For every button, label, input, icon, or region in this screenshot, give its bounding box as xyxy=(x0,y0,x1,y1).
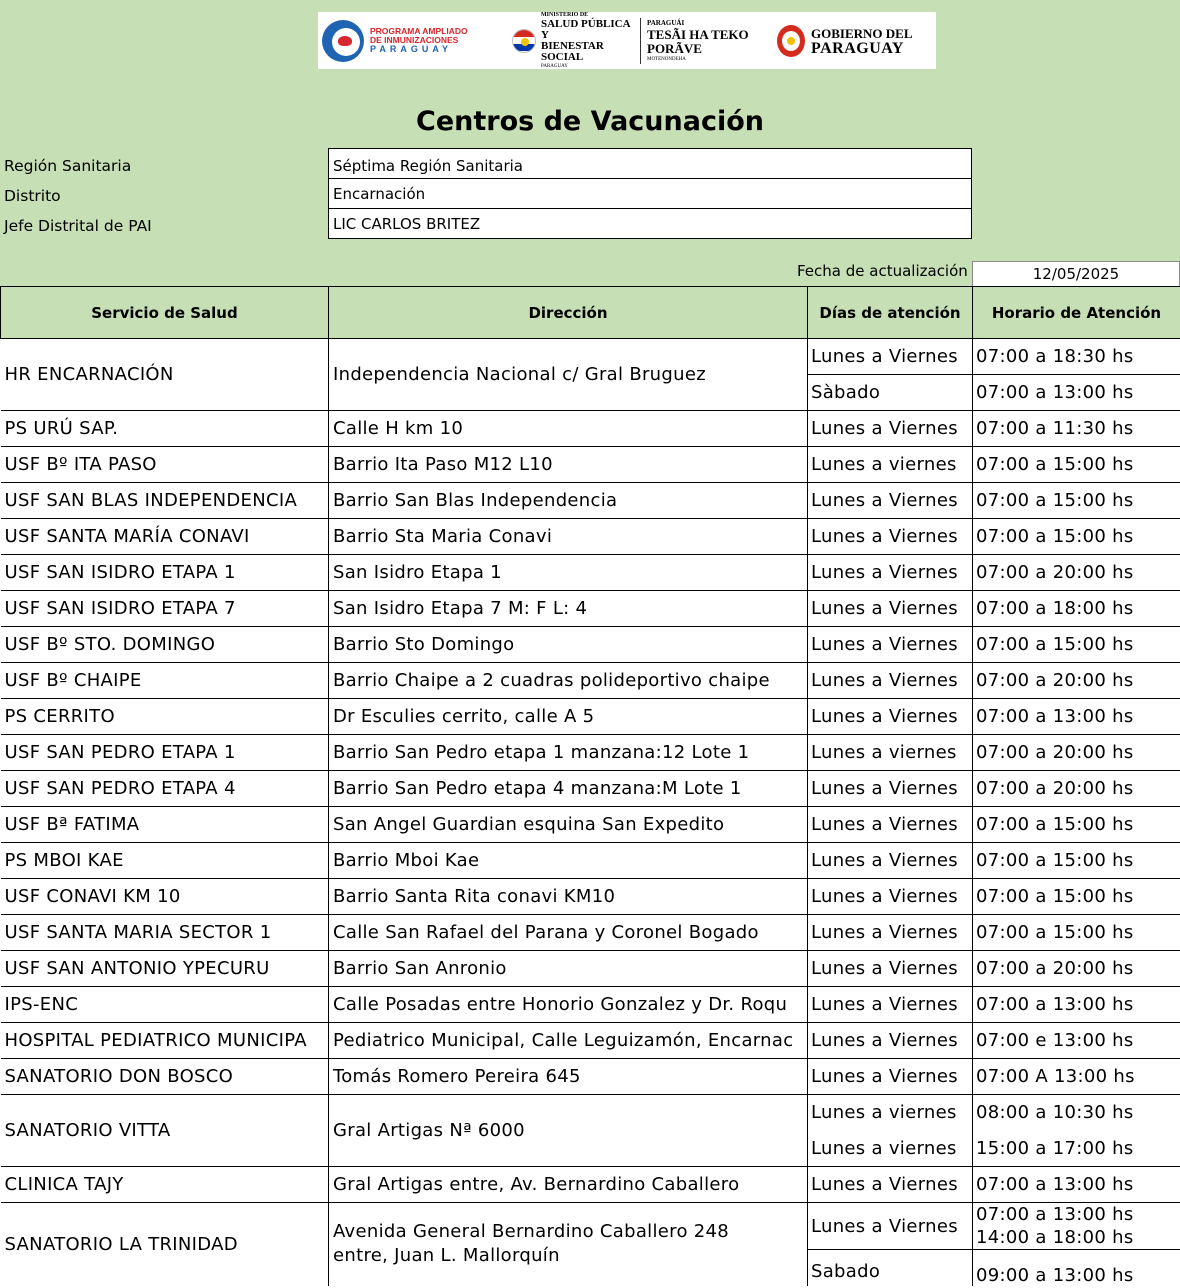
horario-cell: 07:00 a 15:00 hs xyxy=(973,447,1180,483)
dias-cell: Lunes a Viernes xyxy=(808,1167,973,1203)
direccion-cell: Independencia Nacional c/ Gral Bruguez xyxy=(329,339,808,411)
servicio-cell: CLINICA TAJY xyxy=(1,1167,329,1203)
direccion-cell: San Angel Guardian esquina San Expedito xyxy=(329,807,808,843)
table-row xyxy=(1,771,1180,807)
servicio-cell: USF Bª FATIMA xyxy=(1,807,329,843)
table-row xyxy=(1,843,1180,879)
dias-cell: Lunes a Viernes xyxy=(808,663,973,699)
dias-cell: Lunes a viernes xyxy=(808,1095,973,1131)
table-row xyxy=(1,915,1180,951)
distrito-label: Distrito xyxy=(4,187,61,205)
tesai-logo xyxy=(647,12,767,69)
paraguay-flag-icon xyxy=(512,29,536,53)
region-label: Región Sanitaria xyxy=(4,157,132,175)
direccion-cell: Barrio San Blas Independencia xyxy=(329,483,808,519)
dias-cell: Lunes a Viernes xyxy=(808,699,973,735)
dias-cell: Lunes a Viernes xyxy=(808,1203,973,1250)
horario-cell: 09:00 a 13:00 hs xyxy=(973,1250,1180,1286)
horario-cell: 15:00 a 17:00 hs xyxy=(973,1131,1180,1167)
horario-cell: 07:00 a 15:00 hs xyxy=(973,519,1180,555)
vaccination-centers-table xyxy=(0,286,1180,1286)
table-row xyxy=(1,555,1180,591)
header-dias: Días de atención xyxy=(808,287,973,339)
direccion-line2: entre, Juan L. Mallorquín xyxy=(333,1245,560,1267)
table-row xyxy=(1,879,1180,915)
horario-cell: 07:00 a 20:00 hs xyxy=(973,771,1180,807)
gobierno-logo xyxy=(767,12,913,69)
header-servicio: Servicio de Salud xyxy=(1,287,329,339)
table-row xyxy=(1,663,1180,699)
direccion-cell: Gral Artigas entre, Av. Bernardino Caballero xyxy=(329,1167,808,1203)
dias-cell: Lunes a Viernes xyxy=(808,843,973,879)
direccion-cell: Calle H km 10 xyxy=(329,411,808,447)
horario-cell: 07:00 a 20:00 hs xyxy=(973,735,1180,771)
dias-cell: Lunes a Viernes xyxy=(808,807,973,843)
gobierno-seal-icon xyxy=(777,25,805,57)
direccion-cell: Calle Posadas entre Honorio Gonzalez y Dr. Roqu xyxy=(329,987,808,1023)
servicio-cell: HOSPITAL PEDIATRICO MUNICIPA xyxy=(1,1023,329,1059)
horario-cell: 07:00 a 13:00 hs xyxy=(973,1167,1180,1203)
dias-cell: Lunes a viernes xyxy=(808,447,973,483)
servicio-cell: USF SAN ANTONIO YPECURU xyxy=(1,951,329,987)
servicio-cell: USF SAN PEDRO ETAPA 4 xyxy=(1,771,329,807)
horario-cell: 07:00 a 18:30 hs xyxy=(973,339,1180,375)
horario-cell: 07:00 a 13:00 hs xyxy=(973,375,1180,411)
msp-logo xyxy=(484,12,636,69)
servicio-cell: USF SAN ISIDRO ETAPA 1 xyxy=(1,555,329,591)
table-row xyxy=(1,1167,1180,1203)
table-row xyxy=(1,339,1180,375)
table-header-row xyxy=(1,287,1180,339)
dias-cell: Lunes a viernes xyxy=(808,1131,973,1167)
table-row xyxy=(1,987,1180,1023)
table-row xyxy=(1,627,1180,663)
direccion-line1: Avenida General Bernardino Caballero 248 xyxy=(333,1221,730,1243)
direccion-cell: Barrio San Pedro etapa 4 manzana:M Lote 1 xyxy=(329,771,808,807)
table-row xyxy=(1,1203,1180,1250)
tesai-line4: MOTENONDEHA xyxy=(647,56,686,62)
horario-cell: 07:00 a 13:00 hs xyxy=(973,699,1180,735)
direccion-cell: San Isidro Etapa 1 xyxy=(329,555,808,591)
horario-cell: 07:00 a 15:00 hs xyxy=(973,879,1180,915)
dias-cell: Lunes a Viernes xyxy=(808,483,973,519)
table-row xyxy=(1,1095,1180,1131)
update-date-field[interactable]: 12/05/2025 xyxy=(972,261,1180,286)
dias-cell: Lunes a viernes xyxy=(808,735,973,771)
table-row xyxy=(1,735,1180,771)
servicio-cell: SANATORIO LA TRINIDAD xyxy=(4,1233,238,1255)
jefe-value-field[interactable]: LIC CARLOS BRITEZ xyxy=(328,208,972,239)
direccion-cell: Dr Esculies cerrito, calle A 5 xyxy=(329,699,808,735)
horario-cell: 08:00 a 10:30 hs xyxy=(973,1095,1180,1131)
gobierno-line1: GOBIERNO DEL xyxy=(811,25,913,41)
dias-cell: Sabado xyxy=(808,1250,973,1286)
direccion-cell: Gral Artigas Nª 6000 xyxy=(329,1095,808,1167)
servicio-cell: PS URÚ SAP. xyxy=(1,411,329,447)
direccion-cell xyxy=(329,1203,808,1286)
direccion-cell: Barrio Sto Domingo xyxy=(329,627,808,663)
table-row xyxy=(1,519,1180,555)
table-row xyxy=(1,807,1180,843)
table-row xyxy=(1,699,1180,735)
logo-strip xyxy=(318,12,936,69)
msp-line3: BIENESTAR SOCIAL xyxy=(541,39,604,63)
horario-cell: 07:00 a 18:00 hs xyxy=(973,591,1180,627)
servicio-cell: USF CONAVI KM 10 xyxy=(1,879,329,915)
pai-line3: PARAGUAY xyxy=(370,44,453,54)
servicio-cell: SANATORIO VITTA xyxy=(1,1095,329,1167)
table-row xyxy=(1,411,1180,447)
horario-cell: 07:00 a 11:30 hs xyxy=(973,411,1180,447)
tesai-line1: PARAGUÁI xyxy=(647,18,685,27)
dias-cell: Lunes a Viernes xyxy=(808,591,973,627)
pai-logo xyxy=(318,12,484,69)
pai-line1: PROGRAMA AMPLIADO xyxy=(370,26,468,36)
dias-cell: Lunes a Viernes xyxy=(808,627,973,663)
page-title: Centros de Vacunación xyxy=(416,106,764,137)
horario-cell: 07:00 a 20:00 hs xyxy=(973,951,1180,987)
servicio-cell: USF Bº STO. DOMINGO xyxy=(1,627,329,663)
direccion-cell: Barrio Sta Maria Conavi xyxy=(329,519,808,555)
dias-cell: Lunes a Viernes xyxy=(808,915,973,951)
distrito-value-field[interactable]: Encarnación xyxy=(328,178,972,209)
update-label: Fecha de actualización xyxy=(797,262,968,280)
dias-cell: Lunes a Viernes xyxy=(808,519,973,555)
dias-cell: Lunes a Viernes xyxy=(808,1059,973,1095)
servicio-cell: USF Bº ITA PASO xyxy=(1,447,329,483)
dias-cell: Lunes a Viernes xyxy=(808,951,973,987)
horario-cell: 07:00 a 15:00 hs xyxy=(973,483,1180,519)
header-direccion: Dirección xyxy=(329,287,808,339)
servicio-cell: USF SANTA MARÍA CONAVI xyxy=(1,519,329,555)
table-row xyxy=(1,591,1180,627)
dias-cell: Lunes a Viernes xyxy=(808,411,973,447)
dias-cell: Lunes a Viernes xyxy=(808,555,973,591)
horario-cell: 07:00 a 20:00 hs xyxy=(973,555,1180,591)
servicio-cell: PS MBOI KAE xyxy=(1,843,329,879)
table-row xyxy=(1,483,1180,519)
direccion-cell: Barrio Santa Rita conavi KM10 xyxy=(329,879,808,915)
msp-line2: SALUD PÚBLICA Y xyxy=(541,17,630,41)
tesai-line2: TESÃI HA TEKO xyxy=(647,26,749,42)
servicio-cell: HR ENCARNACIÓN xyxy=(1,339,329,411)
servicio-cell: PS CERRITO xyxy=(1,699,329,735)
logo-divider xyxy=(640,18,641,64)
table-row xyxy=(1,951,1180,987)
direccion-cell: Barrio San Pedro etapa 1 manzana:12 Lote 1 xyxy=(329,735,808,771)
table-row xyxy=(1,447,1180,483)
horario-cell: 07:00 a 15:00 hs xyxy=(973,807,1180,843)
pai-emblem-icon xyxy=(322,20,364,62)
header-band xyxy=(0,0,1180,286)
horario-line1: 07:00 a 13:00 hs xyxy=(976,1204,1134,1225)
servicio-cell: USF SAN PEDRO ETAPA 1 xyxy=(1,735,329,771)
table-row xyxy=(1,1023,1180,1059)
msp-line1: MINISTERIO DE xyxy=(541,11,589,18)
servicio-cell: USF Bº CHAIPE xyxy=(1,663,329,699)
dias-cell: Lunes a Viernes xyxy=(808,771,973,807)
servicio-cell: USF SANTA MARIA SECTOR 1 xyxy=(1,915,329,951)
table-row xyxy=(1,1059,1180,1095)
direccion-cell: Barrio Mboi Kae xyxy=(329,843,808,879)
horario-cell: 07:00 a 15:00 hs xyxy=(973,627,1180,663)
region-value-field[interactable]: Séptima Región Sanitaria xyxy=(328,148,972,179)
horario-cell: 07:00 a 13:00 hs xyxy=(973,987,1180,1023)
header-horario: Horario de Atención xyxy=(973,287,1180,339)
tesai-line3: PORÃVE xyxy=(647,40,702,56)
direccion-cell: San Isidro Etapa 7 M: F L: 4 xyxy=(329,591,808,627)
horario-line2: 14:00 a 18:00 hs xyxy=(976,1227,1134,1248)
servicio-cell: IPS-ENC xyxy=(1,987,329,1023)
direccion-cell: Barrio Ita Paso M12 L10 xyxy=(329,447,808,483)
servicio-cell: USF SAN BLAS INDEPENDENCIA xyxy=(1,483,329,519)
horario-cell: 07:00 a 15:00 hs xyxy=(973,843,1180,879)
dias-cell: Lunes a Viernes xyxy=(808,1023,973,1059)
horario-cell: 07:00 e 13:00 hs xyxy=(973,1023,1180,1059)
gobierno-line2: PARAGUAY xyxy=(811,39,904,57)
dias-cell: Lunes a Viernes xyxy=(808,339,973,375)
dias-cell: Sàbado xyxy=(808,375,973,411)
servicio-cell: USF SAN ISIDRO ETAPA 7 xyxy=(1,591,329,627)
direccion-cell: Pediatrico Municipal, Calle Leguizamón, Encarnac xyxy=(329,1023,808,1059)
horario-cell: 07:00 a 15:00 hs xyxy=(973,915,1180,951)
direccion-cell: Barrio Chaipe a 2 cuadras polideportivo chaipe xyxy=(329,663,808,699)
direccion-cell: Tomás Romero Pereira 645 xyxy=(329,1059,808,1095)
pai-line2: DE INMUNIZACIONES xyxy=(370,35,459,45)
msp-line4: PARAGUAY xyxy=(541,63,568,69)
horario-cell: 07:00 A 13:00 hs xyxy=(973,1059,1180,1095)
horario-cell: 07:00 a 20:00 hs xyxy=(973,663,1180,699)
horario-cell xyxy=(973,1203,1180,1250)
dias-cell: Lunes a Viernes xyxy=(808,879,973,915)
direccion-cell: Barrio San Anronio xyxy=(329,951,808,987)
servicio-cell: SANATORIO DON BOSCO xyxy=(1,1059,329,1095)
direccion-cell: Calle San Rafael del Parana y Coronel Bogado xyxy=(329,915,808,951)
dias-cell: Lunes a Viernes xyxy=(808,987,973,1023)
jefe-label: Jefe Distrital de PAI xyxy=(4,217,152,235)
